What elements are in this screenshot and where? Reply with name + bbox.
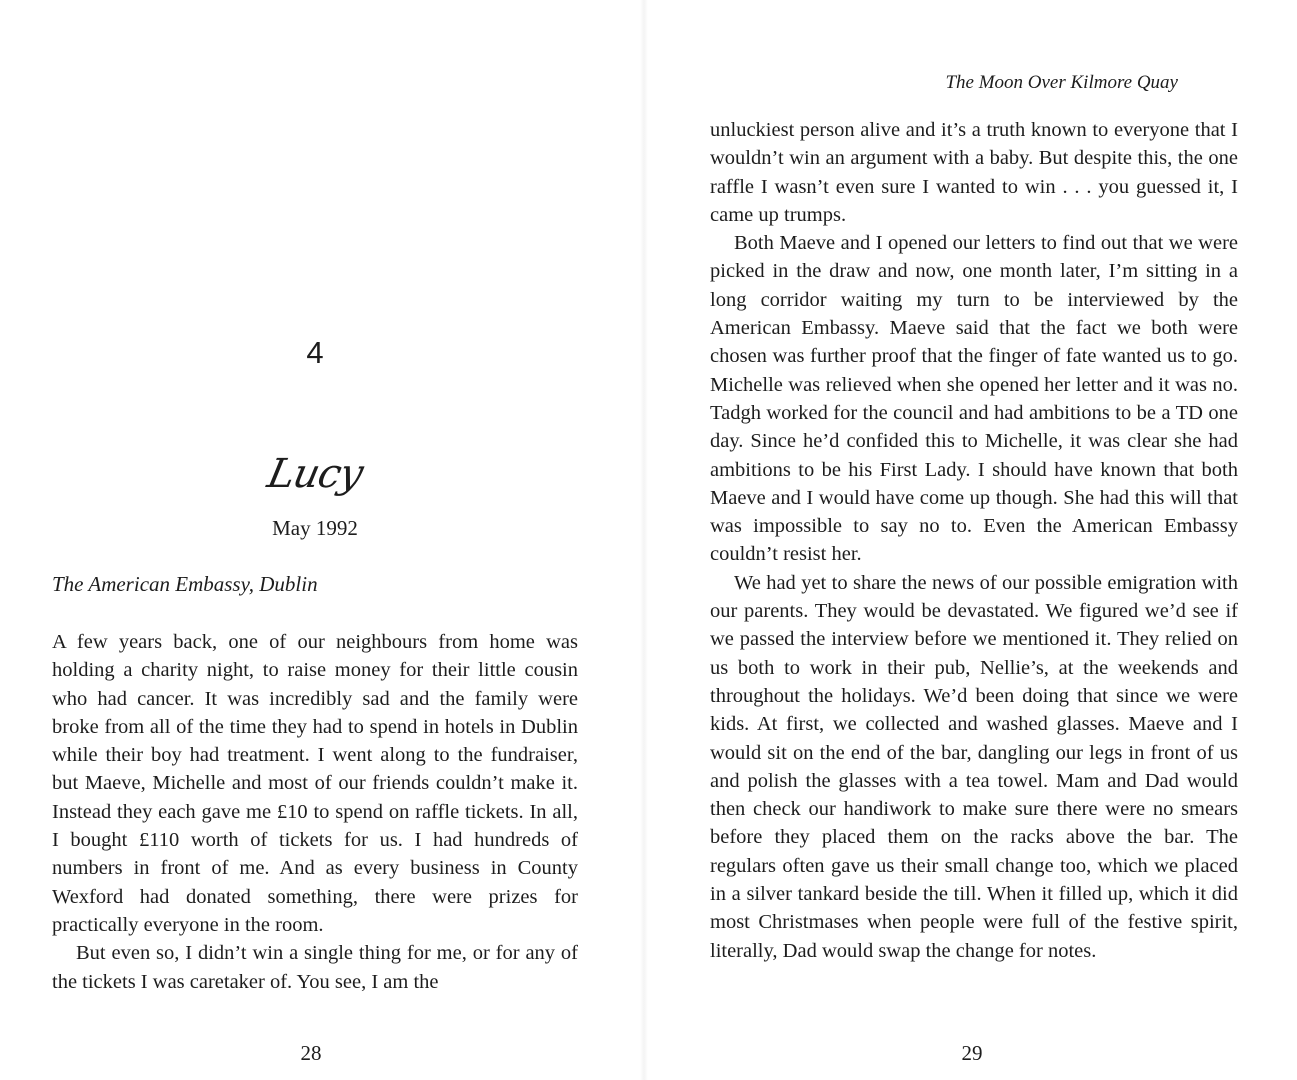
left-page bbox=[0, 0, 640, 1080]
paragraph: A few years back, one of our neighbours from home was holding a charity night, to raise money for their little cousin who had cancer. It was incredibly sad and the family were broke from all of the time they had to spend in hotels in Dublin while their boy had treatment. I went along to the fundraiser, but Maeve, Michelle and most of our friends couldn’t make it. Instead they each gave me £10 to spend on raffle tickets. In all, I bought £110 worth of tickets for us. I had hundreds of numbers in front of me. And as every business in County Wexford had donated something, there were prizes for practically everyone in the room. bbox=[52, 631, 578, 936]
paragraph: We had yet to share the news of our possible emigration with our parents. They would be devastated. We figured we’d see if we passed the interview before we mentioned it. They relied on us both to work in their pub, Nellie’s, at the weekends and throughout the holidays. We’d been doing that since we were kids. At first, we collected and washed glasses. Maeve and I would sit on the end of the bar, dangling our legs in front of us and polish the glasses with a tea towel. Mam and Dad would then check our handiwork to make sure there were no smears before they placed them on the racks above the bar. The regulars often gave us their small change too, which we placed in a silver tankard beside the till. When it filled up, which it did most Christmases when people were full of the festive spirit, literally, Dad would swap the change for notes. bbox=[710, 571, 1238, 962]
page-number-right: 29 bbox=[961, 1041, 983, 1065]
running-head bbox=[710, 70, 1238, 96]
right-page bbox=[648, 0, 1297, 1080]
page-number-left: 28 bbox=[300, 1041, 322, 1065]
left-body-text bbox=[52, 628, 578, 996]
book-gutter bbox=[640, 0, 648, 1080]
chapter-number: 4 bbox=[306, 335, 324, 370]
paragraph: unluckiest person alive and it’s a truth known to everyone that I wouldn’t win an argument with a baby. But despite this, the one raffle I wasn’t even sure I wanted to win . . . you guessed it, I came up trumps. bbox=[710, 119, 1238, 226]
paragraph: Both Maeve and I opened our letters to find out that we were picked in the draw and now, one month later, I’m sitting in a long corridor waiting my turn to be interviewed by the American Embassy. Maeve said that the fact we both were chosen was further proof that the finger of fate wanted us to go. Michelle was relieved when she opened her letter and it was no. Tadgh worked for the council and had ambitions to be a TD one day. Since he’d confided this to Michelle, it was clear she had ambitions to be his First Lady. I should have known that both Maeve and I would have come up though. She had this will that was impossible to say no to. Even the American Embassy couldn’t resist her. bbox=[710, 232, 1238, 566]
right-body-text bbox=[710, 116, 1238, 965]
chapter-date: May 1992 bbox=[272, 516, 358, 540]
running-head-title: The Moon Over Kilmore Quay bbox=[945, 72, 1178, 93]
paragraph: But even so, I didn’t win a single thing for me, or for any of the tickets I was caretaker of. You see, I am the bbox=[52, 942, 578, 993]
location-heading: The American Embassy, Dublin bbox=[52, 572, 318, 596]
chapter-title: Lucy bbox=[263, 451, 367, 497]
